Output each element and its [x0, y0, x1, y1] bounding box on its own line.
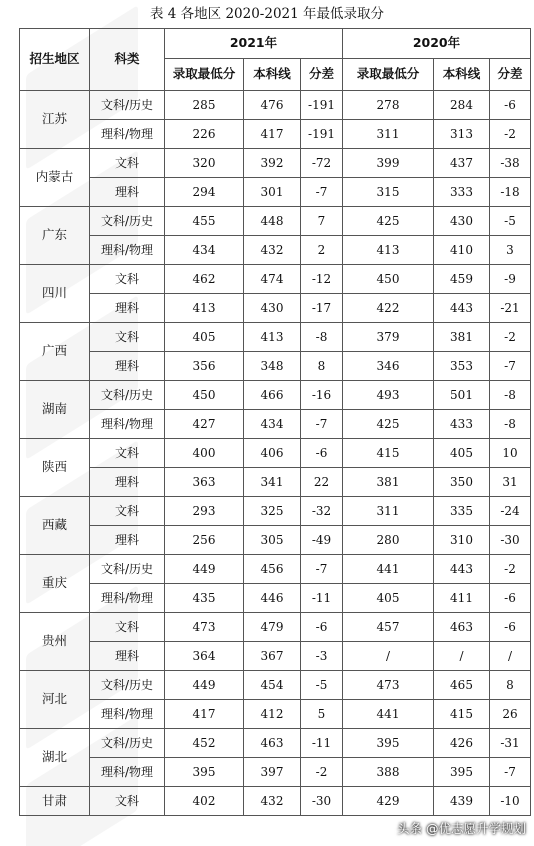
diff-2021-cell: -72: [301, 149, 343, 178]
line-2020-cell: 313: [434, 120, 490, 149]
line-2020-cell: 410: [434, 236, 490, 265]
line-2021-cell: 463: [244, 729, 301, 758]
min-score-2021-cell: 434: [165, 236, 244, 265]
min-score-2021-cell: 455: [165, 207, 244, 236]
min-score-2020-cell: 280: [343, 526, 434, 555]
min-score-2021-cell: 413: [165, 294, 244, 323]
subject-cell: 文科: [90, 613, 165, 642]
subject-cell: 文科/历史: [90, 671, 165, 700]
subject-cell: 文科: [90, 439, 165, 468]
diff-2020-cell: 26: [490, 700, 531, 729]
table-body: [20, 91, 531, 816]
region-cell: 湖北: [20, 729, 90, 787]
min-score-2020-cell: 381: [343, 468, 434, 497]
diff-2020-cell: -6: [490, 91, 531, 120]
header-region: 招生地区: [20, 29, 90, 91]
line-2020-cell: 395: [434, 758, 490, 787]
region-cell: 四川: [20, 265, 90, 323]
region-cell: 河北: [20, 671, 90, 729]
diff-2021-cell: -11: [301, 584, 343, 613]
diff-2020-cell: 31: [490, 468, 531, 497]
diff-2020-cell: -2: [490, 323, 531, 352]
diff-2020-cell: -6: [490, 584, 531, 613]
diff-2021-cell: -5: [301, 671, 343, 700]
line-2021-cell: 434: [244, 410, 301, 439]
diff-2020-cell: -38: [490, 149, 531, 178]
region-cell: 西藏: [20, 497, 90, 555]
line-2021-cell: 466: [244, 381, 301, 410]
min-score-2020-cell: 346: [343, 352, 434, 381]
diff-2020-cell: -2: [490, 555, 531, 584]
table-row: [20, 149, 531, 178]
subject-cell: 理科/物理: [90, 236, 165, 265]
subject-cell: 文科: [90, 265, 165, 294]
diff-2021-cell: 7: [301, 207, 343, 236]
line-2021-cell: 301: [244, 178, 301, 207]
table-row: [20, 526, 531, 555]
subject-cell: 文科: [90, 323, 165, 352]
line-2021-cell: 430: [244, 294, 301, 323]
table-row: [20, 729, 531, 758]
min-score-2021-cell: 435: [165, 584, 244, 613]
line-2021-cell: 413: [244, 323, 301, 352]
min-score-2020-cell: 311: [343, 497, 434, 526]
diff-2021-cell: -2: [301, 758, 343, 787]
subject-cell: 文科/历史: [90, 381, 165, 410]
line-2021-cell: 397: [244, 758, 301, 787]
diff-2021-cell: -7: [301, 410, 343, 439]
table-row: [20, 381, 531, 410]
subject-cell: 理科: [90, 294, 165, 323]
diff-2021-cell: -16: [301, 381, 343, 410]
diff-2021-cell: -3: [301, 642, 343, 671]
subject-cell: 理科: [90, 468, 165, 497]
min-score-2021-cell: 400: [165, 439, 244, 468]
line-2020-cell: 430: [434, 207, 490, 236]
line-2021-cell: 392: [244, 149, 301, 178]
min-score-2020-cell: 413: [343, 236, 434, 265]
line-2020-cell: 411: [434, 584, 490, 613]
min-score-2020-cell: 315: [343, 178, 434, 207]
line-2021-cell: 476: [244, 91, 301, 120]
table-row: [20, 555, 531, 584]
table-row: [20, 294, 531, 323]
region-cell: 湖南: [20, 381, 90, 439]
line-2020-cell: 335: [434, 497, 490, 526]
diff-2021-cell: -6: [301, 439, 343, 468]
line-2020-cell: 284: [434, 91, 490, 120]
min-score-2021-cell: 417: [165, 700, 244, 729]
table-row: [20, 352, 531, 381]
table-row: [20, 787, 531, 816]
line-2020-cell: 426: [434, 729, 490, 758]
subject-cell: 理科/物理: [90, 584, 165, 613]
line-2020-cell: 437: [434, 149, 490, 178]
diff-2020-cell: 8: [490, 671, 531, 700]
line-2021-cell: 474: [244, 265, 301, 294]
line-2021-cell: 454: [244, 671, 301, 700]
score-table: [19, 28, 531, 816]
header-year-2020: 2020年: [343, 29, 531, 59]
diff-2020-cell: 10: [490, 439, 531, 468]
diff-2021-cell: -191: [301, 120, 343, 149]
diff-2020-cell: /: [490, 642, 531, 671]
min-score-2020-cell: 388: [343, 758, 434, 787]
diff-2020-cell: -10: [490, 787, 531, 816]
diff-2021-cell: -32: [301, 497, 343, 526]
min-score-2020-cell: 493: [343, 381, 434, 410]
min-score-2021-cell: 226: [165, 120, 244, 149]
line-2021-cell: 479: [244, 613, 301, 642]
diff-2021-cell: -30: [301, 787, 343, 816]
region-cell: 陕西: [20, 439, 90, 497]
header-subject: 科类: [90, 29, 165, 91]
table-row: [20, 642, 531, 671]
min-score-2021-cell: 364: [165, 642, 244, 671]
region-cell: 重庆: [20, 555, 90, 613]
table-row: [20, 323, 531, 352]
table-row: [20, 207, 531, 236]
diff-2021-cell: 5: [301, 700, 343, 729]
subject-cell: 理科/物理: [90, 758, 165, 787]
min-score-2021-cell: 285: [165, 91, 244, 120]
line-2021-cell: 348: [244, 352, 301, 381]
table-row: [20, 120, 531, 149]
line-2021-cell: 432: [244, 787, 301, 816]
min-score-2021-cell: 402: [165, 787, 244, 816]
line-2021-cell: 448: [244, 207, 301, 236]
diff-2021-cell: -7: [301, 555, 343, 584]
diff-2020-cell: -24: [490, 497, 531, 526]
diff-2020-cell: -21: [490, 294, 531, 323]
min-score-2021-cell: 256: [165, 526, 244, 555]
line-2020-cell: 381: [434, 323, 490, 352]
line-2021-cell: 456: [244, 555, 301, 584]
header-diff-2020: 分差: [490, 59, 531, 91]
diff-2021-cell: 22: [301, 468, 343, 497]
min-score-2021-cell: 320: [165, 149, 244, 178]
header-diff-2021: 分差: [301, 59, 343, 91]
line-2020-cell: /: [434, 642, 490, 671]
header-min-score-2021: 录取最低分: [165, 59, 244, 91]
table-title: 表 4 各地区 2020-2021 年最低录取分: [149, 6, 385, 22]
diff-2020-cell: -7: [490, 352, 531, 381]
min-score-2020-cell: 425: [343, 410, 434, 439]
min-score-2020-cell: 395: [343, 729, 434, 758]
line-2020-cell: 405: [434, 439, 490, 468]
min-score-2020-cell: 278: [343, 91, 434, 120]
min-score-2021-cell: 293: [165, 497, 244, 526]
line-2020-cell: 463: [434, 613, 490, 642]
region-cell: 甘肃: [20, 787, 90, 816]
diff-2020-cell: -9: [490, 265, 531, 294]
header-min-score-2020: 录取最低分: [343, 59, 434, 91]
min-score-2020-cell: 422: [343, 294, 434, 323]
diff-2021-cell: -12: [301, 265, 343, 294]
line-2021-cell: 412: [244, 700, 301, 729]
min-score-2021-cell: 363: [165, 468, 244, 497]
min-score-2021-cell: 294: [165, 178, 244, 207]
min-score-2021-cell: 405: [165, 323, 244, 352]
min-score-2021-cell: 395: [165, 758, 244, 787]
diff-2020-cell: -5: [490, 207, 531, 236]
line-2021-cell: 305: [244, 526, 301, 555]
line-2021-cell: 367: [244, 642, 301, 671]
diff-2021-cell: -7: [301, 178, 343, 207]
region-cell: 贵州: [20, 613, 90, 671]
subject-cell: 文科: [90, 497, 165, 526]
subject-cell: 理科: [90, 642, 165, 671]
diff-2021-cell: -17: [301, 294, 343, 323]
diff-2021-cell: -11: [301, 729, 343, 758]
min-score-2020-cell: /: [343, 642, 434, 671]
line-2020-cell: 439: [434, 787, 490, 816]
line-2020-cell: 350: [434, 468, 490, 497]
diff-2020-cell: -8: [490, 410, 531, 439]
min-score-2020-cell: 399: [343, 149, 434, 178]
min-score-2020-cell: 425: [343, 207, 434, 236]
line-2020-cell: 310: [434, 526, 490, 555]
line-2020-cell: 459: [434, 265, 490, 294]
min-score-2021-cell: 450: [165, 381, 244, 410]
diff-2021-cell: -6: [301, 613, 343, 642]
table-row: [20, 613, 531, 642]
diff-2020-cell: -18: [490, 178, 531, 207]
diff-2021-cell: -8: [301, 323, 343, 352]
min-score-2021-cell: 427: [165, 410, 244, 439]
line-2020-cell: 333: [434, 178, 490, 207]
line-2020-cell: 415: [434, 700, 490, 729]
table-row: [20, 468, 531, 497]
min-score-2020-cell: 450: [343, 265, 434, 294]
diff-2020-cell: -30: [490, 526, 531, 555]
min-score-2020-cell: 441: [343, 700, 434, 729]
table-row: [20, 758, 531, 787]
table-row: [20, 236, 531, 265]
subject-cell: 理科: [90, 352, 165, 381]
min-score-2021-cell: 449: [165, 555, 244, 584]
table-row: [20, 584, 531, 613]
subject-cell: 文科/历史: [90, 729, 165, 758]
header-line-2020: 本科线: [434, 59, 490, 91]
min-score-2020-cell: 473: [343, 671, 434, 700]
min-score-2020-cell: 405: [343, 584, 434, 613]
line-2021-cell: 432: [244, 236, 301, 265]
table-row: [20, 497, 531, 526]
diff-2021-cell: -191: [301, 91, 343, 120]
min-score-2021-cell: 473: [165, 613, 244, 642]
line-2020-cell: 433: [434, 410, 490, 439]
line-2021-cell: 446: [244, 584, 301, 613]
subject-cell: 理科/物理: [90, 700, 165, 729]
line-2021-cell: 406: [244, 439, 301, 468]
line-2021-cell: 341: [244, 468, 301, 497]
header-line-2021: 本科线: [244, 59, 301, 91]
min-score-2021-cell: 449: [165, 671, 244, 700]
diff-2020-cell: 3: [490, 236, 531, 265]
line-2021-cell: 325: [244, 497, 301, 526]
line-2020-cell: 465: [434, 671, 490, 700]
subject-cell: 理科/物理: [90, 410, 165, 439]
line-2020-cell: 443: [434, 555, 490, 584]
diff-2021-cell: -49: [301, 526, 343, 555]
subject-cell: 理科: [90, 178, 165, 207]
line-2020-cell: 443: [434, 294, 490, 323]
region-cell: 广西: [20, 323, 90, 381]
diff-2020-cell: -6: [490, 613, 531, 642]
subject-cell: 理科: [90, 526, 165, 555]
header-year-2021: 2021年: [165, 29, 343, 59]
min-score-2021-cell: 356: [165, 352, 244, 381]
min-score-2021-cell: 462: [165, 265, 244, 294]
table-row: [20, 178, 531, 207]
diff-2021-cell: 8: [301, 352, 343, 381]
min-score-2020-cell: 415: [343, 439, 434, 468]
table-row: [20, 700, 531, 729]
min-score-2020-cell: 457: [343, 613, 434, 642]
min-score-2020-cell: 311: [343, 120, 434, 149]
min-score-2021-cell: 452: [165, 729, 244, 758]
region-cell: 广东: [20, 207, 90, 265]
region-cell: 江苏: [20, 91, 90, 149]
subject-cell: 文科: [90, 787, 165, 816]
table-row: [20, 265, 531, 294]
diff-2021-cell: 2: [301, 236, 343, 265]
subject-cell: 文科/历史: [90, 91, 165, 120]
diff-2020-cell: -7: [490, 758, 531, 787]
min-score-2020-cell: 441: [343, 555, 434, 584]
subject-cell: 文科/历史: [90, 555, 165, 584]
table-row: [20, 671, 531, 700]
line-2020-cell: 353: [434, 352, 490, 381]
min-score-2020-cell: 429: [343, 787, 434, 816]
line-2021-cell: 417: [244, 120, 301, 149]
subject-cell: 理科/物理: [90, 120, 165, 149]
diff-2020-cell: -2: [490, 120, 531, 149]
table-row: [20, 91, 531, 120]
region-cell: 内蒙古: [20, 149, 90, 207]
line-2020-cell: 501: [434, 381, 490, 410]
table-row: [20, 439, 531, 468]
subject-cell: 文科/历史: [90, 207, 165, 236]
diff-2020-cell: -31: [490, 729, 531, 758]
table-row: [20, 410, 531, 439]
diff-2020-cell: -8: [490, 381, 531, 410]
min-score-2020-cell: 379: [343, 323, 434, 352]
source-credit: 头条 @优志愿升学规划: [397, 821, 526, 836]
subject-cell: 文科: [90, 149, 165, 178]
